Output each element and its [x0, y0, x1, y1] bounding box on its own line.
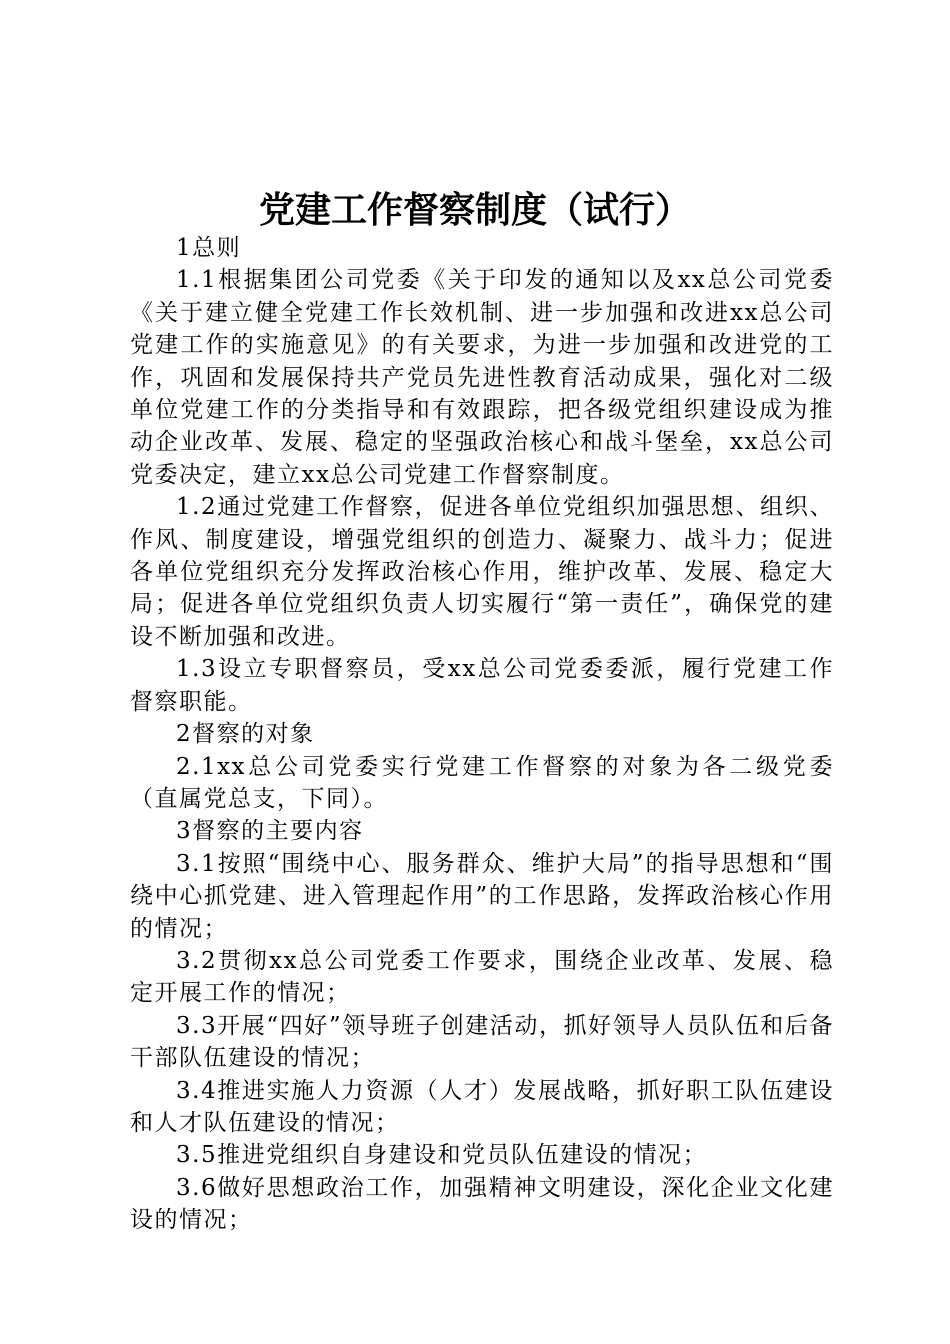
paragraph-1-3: 1.3设立专职督察员，受xx总公司党委委派，履行党建工作督察职能。 — [130, 656, 834, 715]
paragraph-1-2: 1.2通过党建工作督察，促进各单位党组织加强思想、组织、作风、制度建设，增强党组织的创造力、凝聚力、战斗力；促进各单位党组织充分发挥政治核心作用，维护改革、发展、稳定大局；促进各单位党组织负责人切实履行“第一责任”，确保党的建设不断加强和改进。 — [130, 494, 834, 650]
paragraph-2-1: 2.1xx总公司党委实行党建工作督察的对象为各二级党委（直属党总支，下同）。 — [130, 753, 834, 812]
paragraph-3-6: 3.6做好思想政治工作，加强精神文明建设，深化企业文化建设的情况； — [130, 1174, 834, 1234]
document-title: 党建工作督察制度（试行） — [258, 189, 691, 231]
paragraph-3-5: 3.5推进党组织自身建设和党员队伍建设的情况； — [176, 1142, 708, 1169]
section-heading-2: 2督察的对象 — [176, 721, 315, 748]
paragraph-1-1: 1.1根据集团公司党委《关于印发的通知以及xx总公司党委《关于建立健全党建工作长效机制、进一步加强和改进xx总公司党建工作的实施意见》的有关要求，为进一步加强和改进党的工作，巩固和发展保持共产党员先进性教育活动成果，强化对二级单位党建工作的分类指导和有效跟踪，把各级党组织建设成为推动企业改革、发展、稳定的坚强政治核心和战斗堡垒，xx总公司党委决定，建立xx总公司党建工作督察制度。 — [130, 267, 834, 488]
paragraph-3-3: 3.3开展“四好”领导班子创建活动，抓好领导人员队伍和后备干部队伍建设的情况； — [130, 1012, 834, 1072]
section-heading-1: 1总则 — [176, 235, 242, 261]
document-body — [130, 232, 834, 1237]
paragraph-3-4: 3.4推进实施人力资源（人才）发展战略，抓好职工队伍建设和人才队伍建设的情况； — [130, 1077, 834, 1136]
paragraph-3-2: 3.2贯彻xx总公司党委工作要求，围绕企业改革、发展、稳定开展工作的情况； — [130, 947, 834, 1007]
section-heading-3: 3督察的主要内容 — [176, 818, 364, 845]
paragraph-3-1: 3.1按照“围绕中心、服务群众、维护大局”的指导思想和“围绕中心抓党建、进入管理起作用”的工作思路，发挥政治核心作用的情况； — [130, 850, 834, 942]
